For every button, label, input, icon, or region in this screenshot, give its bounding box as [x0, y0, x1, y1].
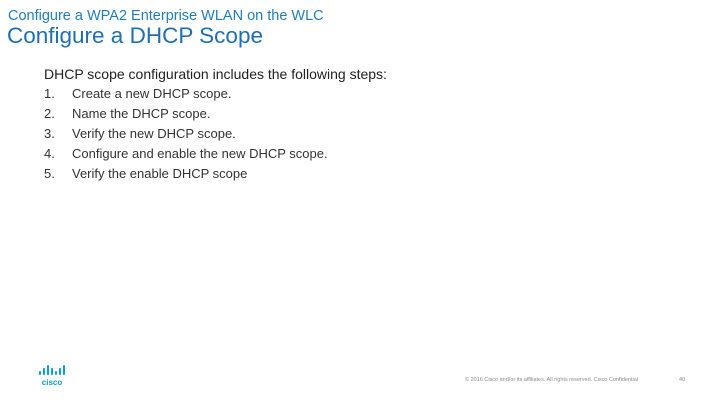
logo-wordmark: cisco — [41, 378, 63, 387]
steps-list — [44, 84, 328, 184]
step-text: Name the DHCP scope. — [72, 106, 211, 121]
slide-supertitle: Configure a WPA2 Enterprise WLAN on the WLC — [8, 8, 324, 24]
cisco-logo-icon — [38, 365, 68, 387]
list-item — [44, 124, 328, 144]
intro-text: DHCP scope configuration includes the following steps: — [44, 66, 387, 82]
list-item — [44, 164, 328, 184]
step-text: Create a new DHCP scope. — [72, 86, 232, 101]
page-number: 40 — [679, 377, 686, 383]
slide-title: Configure a DHCP Scope — [7, 23, 263, 48]
step-number: 2. — [44, 106, 55, 121]
step-number: 3. — [44, 126, 55, 141]
list-item — [44, 84, 328, 104]
step-number: 4. — [44, 146, 55, 161]
step-number: 1. — [44, 86, 55, 101]
step-text: Configure and enable the new DHCP scope. — [72, 146, 328, 161]
footer-copyright: © 2016 Cisco and/or its affiliates. All rights reserved. Cisco Confidential — [465, 377, 639, 383]
step-text: Verify the enable DHCP scope — [72, 166, 248, 181]
list-item — [44, 144, 328, 164]
list-item — [44, 104, 328, 124]
step-number: 5. — [44, 166, 55, 181]
step-text: Verify the new DHCP scope. — [72, 126, 236, 141]
